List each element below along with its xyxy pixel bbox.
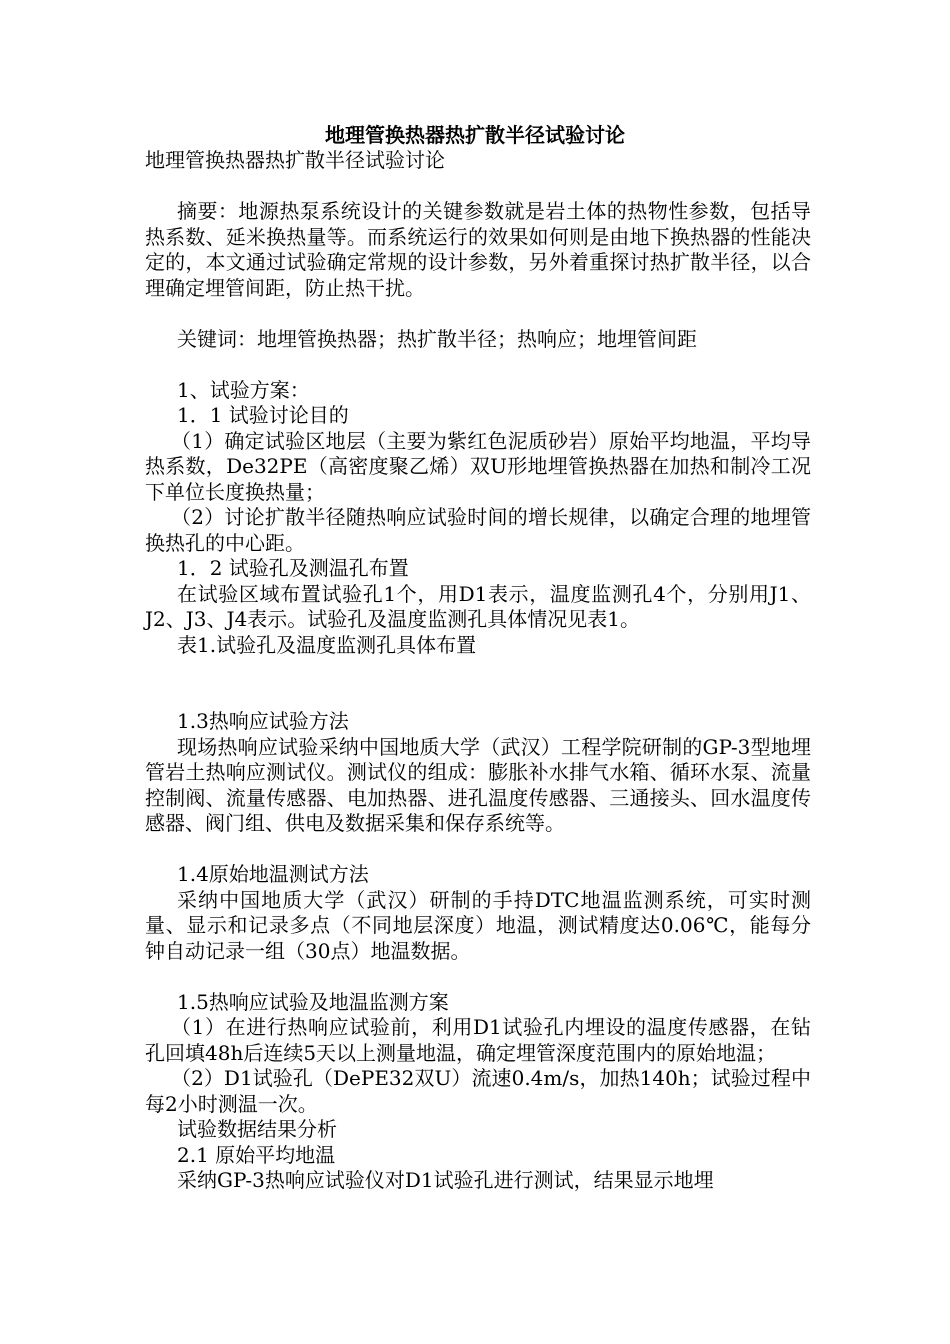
paragraph-1-5-1: （1）在进行热响应试验前，利用D1试验孔内埋设的温度传感器，在钻孔回填48h后连续5天以上测量地温，确定埋管深度范围内的原始地温； xyxy=(145,1015,811,1065)
section-heading-1-2: 1．2 试验孔及测温孔布置 xyxy=(177,556,409,580)
keywords-paragraph: 关键词：地埋管换热器；热扩散半径；热响应；地埋管间距 xyxy=(177,326,697,351)
table-caption: 表1.试验孔及温度监测孔具体布置 xyxy=(177,632,477,657)
paragraph-1-1-2: （2）讨论扩散半径随热响应试验时间的增长规律，以确定合理的地埋管换热孔的中心距。 xyxy=(145,505,811,555)
abstract-paragraph: 摘要：地源热泵系统设计的关键参数就是岩土体的热物性参数，包括导热系数、延米换热量等。而系统运行的效果如何则是由地下换热器的性能决定的，本文通过试验确定常规的设计参数，另外着重探讨热扩散半径，以合理确定埋管间距，防止热干扰。 xyxy=(145,199,811,300)
paragraph-1-1-1: （1）确定试验区地层（主要为紫红色泥质砂岩）原始平均地温，平均导热系数，De32PE（高密度聚乙烯）双U形地埋管换热器在加热和制冷工况下单位长度换热量； xyxy=(145,428,811,504)
spacer xyxy=(145,837,811,863)
section-heading-2-1: 2.1 原始平均地温 xyxy=(177,1142,336,1167)
paragraph-1-2-1: 在试验区域布置试验孔1个，用D1表示，温度监测孔4个，分别用J1、J2、J3、J4表示。试验孔及温度监测孔具体情况见表1。 xyxy=(145,581,811,631)
section-heading-1-3: 1.3热响应试验方法 xyxy=(177,709,349,733)
document-title: 地理管换热器热扩散半径试验讨论 xyxy=(325,123,625,147)
section-heading-2: 试验数据结果分析 xyxy=(177,1117,337,1141)
section-heading-1-4: 1.4原始地温测试方法 xyxy=(177,862,369,886)
spacer xyxy=(145,174,811,200)
spacer xyxy=(145,964,811,990)
paragraph-2-1-1: 采纳GP-3热响应试验仪对D1试验孔进行测试，结果显示地埋 xyxy=(177,1168,714,1192)
spacer xyxy=(145,301,811,327)
section-heading-1: 1、试验方案： xyxy=(177,377,310,402)
document-body xyxy=(145,148,811,1194)
paragraph-1-3-1: 现场热响应试验采纳中国地质大学（武汉）工程学院研制的GP-3型地埋管岩土热响应测试仪。测试仪的组成：膨胀补水排气水箱、循环水泵、流量控制阀、流量传感器、电加热器、进孔温度传感器、三通接头、回水温度传感器、阀门组、供电及数据采集和保存系统等。 xyxy=(145,734,811,835)
section-heading-1-5: 1.5热响应试验及地温监测方案 xyxy=(177,989,449,1014)
section-heading-1-1: 1．1 试验讨论目的 xyxy=(177,403,349,427)
spacer xyxy=(145,658,811,709)
document-subtitle: 地理管换热器热扩散半径试验讨论 xyxy=(145,148,445,172)
paragraph-1-5-2: （2）D1试验孔（DePE32双U）流速0.4m/s，加热140h；试验过程中每2小时测温一次。 xyxy=(145,1066,811,1116)
spacer xyxy=(145,352,811,378)
paragraph-1-4-1: 采纳中国地质大学（武汉）研制的手持DTC地温监测系统，可实时测量、显示和记录多点（不同地层深度）地温，测试精度达0.06℃，能每分钟自动记录一组（30点）地温数据。 xyxy=(145,887,811,963)
